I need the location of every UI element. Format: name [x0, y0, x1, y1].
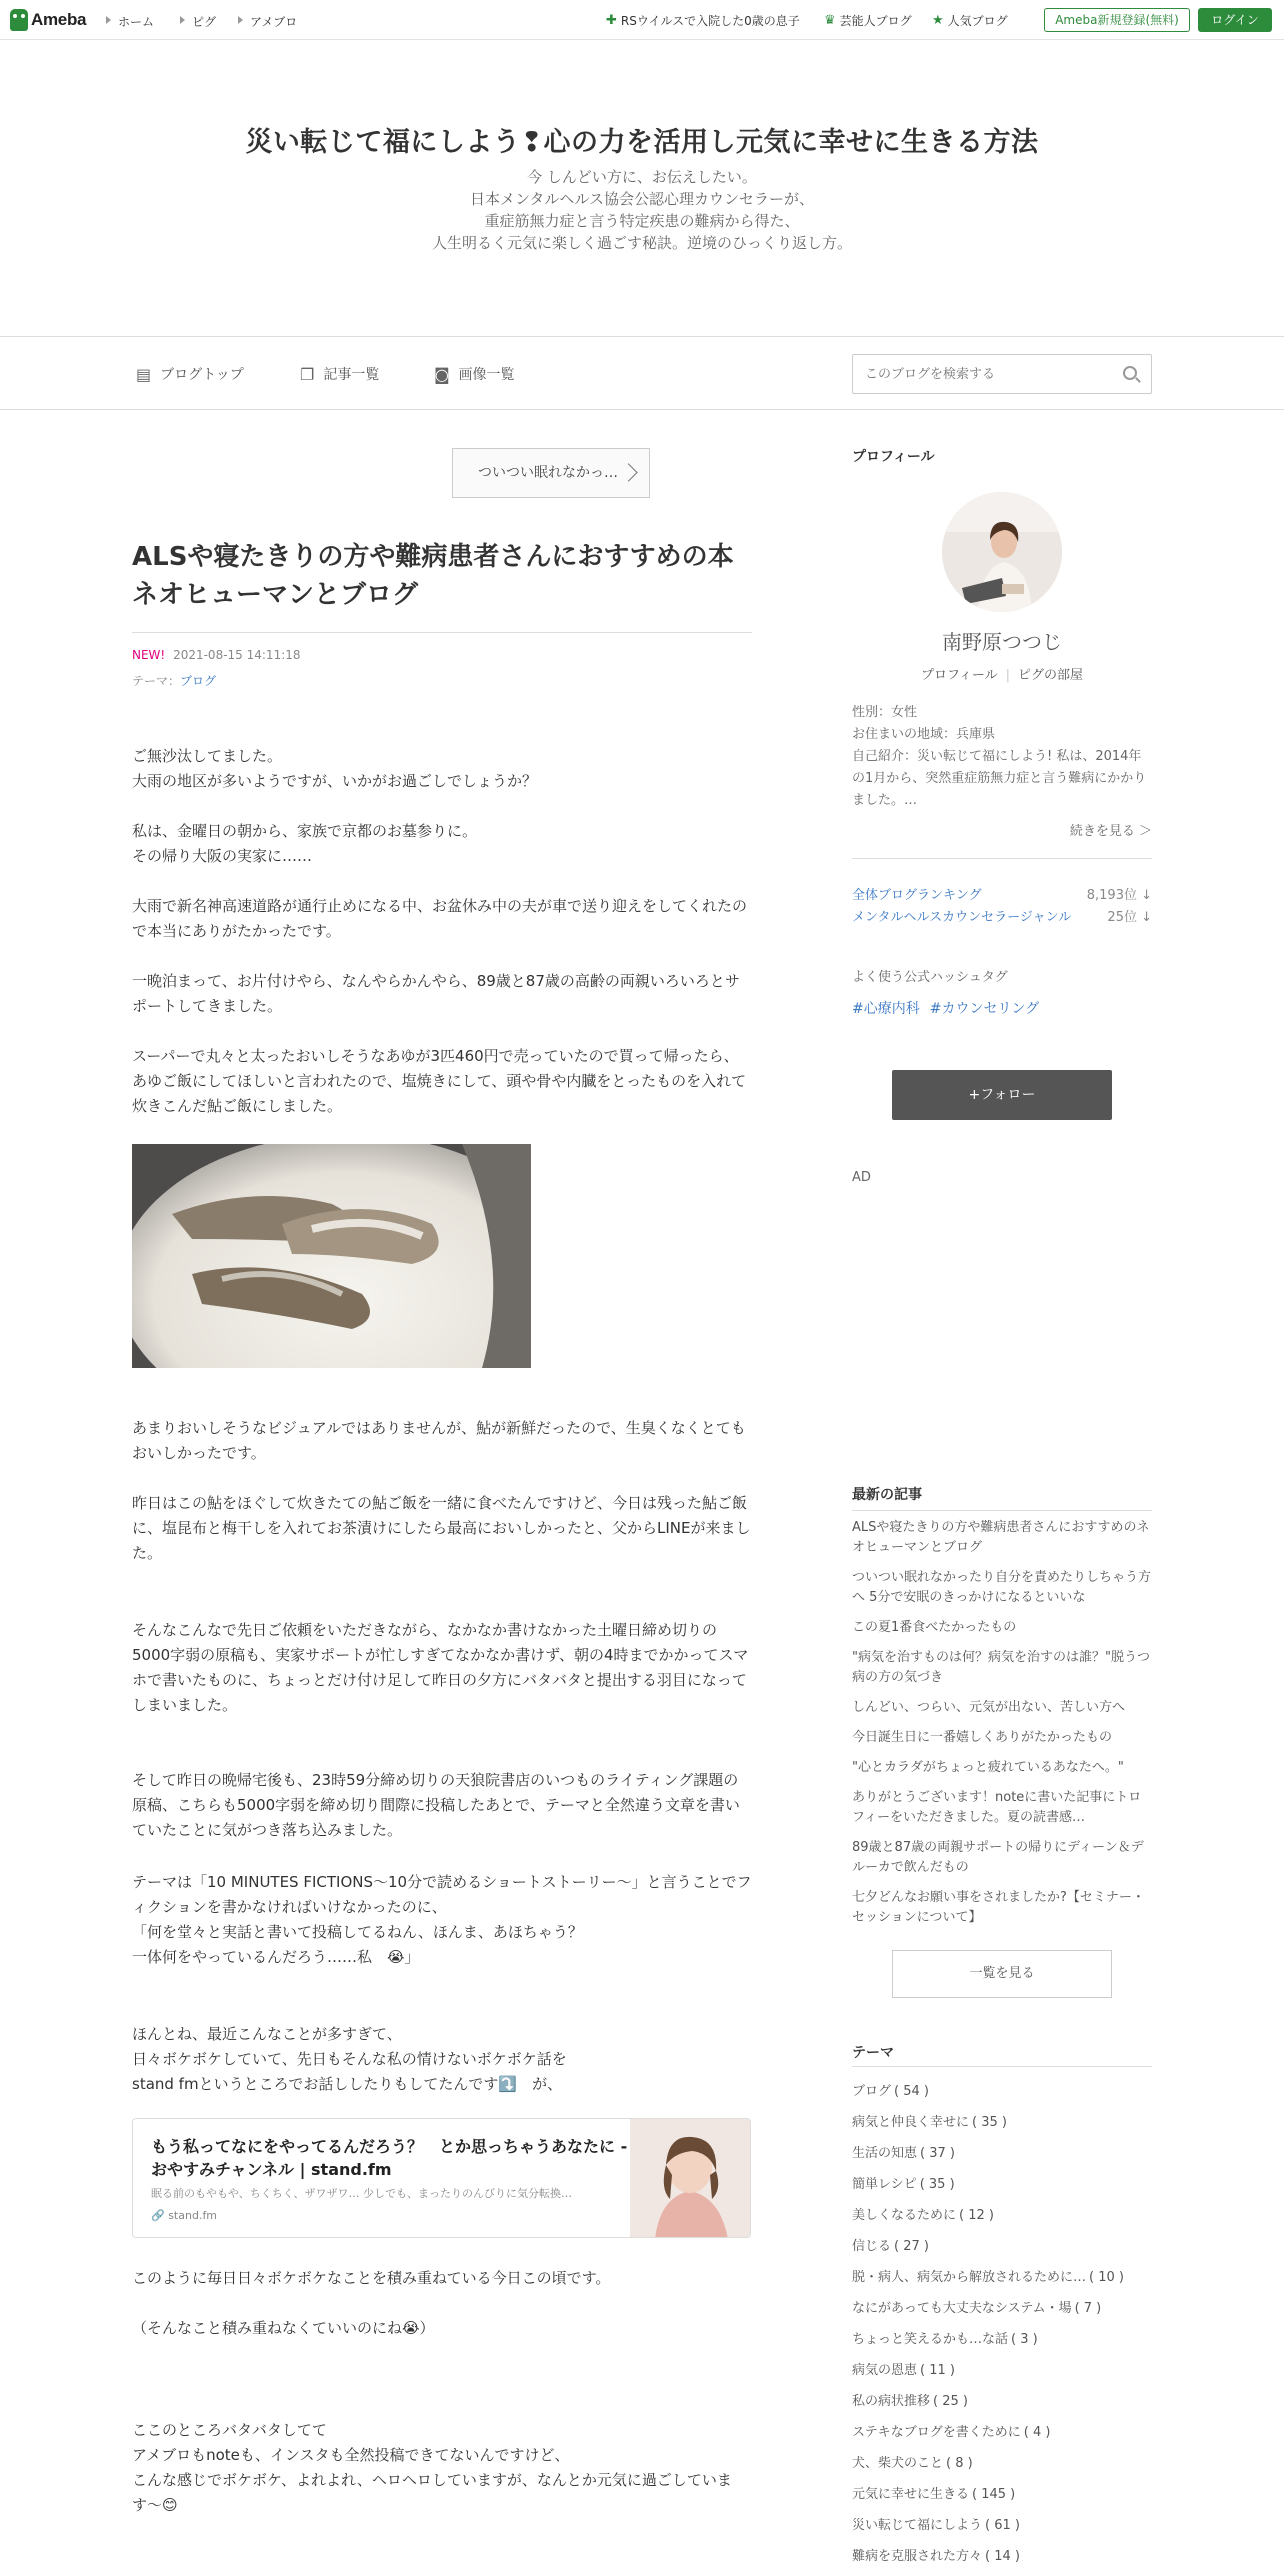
- theme-item-count: ( 25 ): [933, 2394, 968, 2409]
- profile-link[interactable]: プロフィール: [920, 668, 998, 683]
- virus-icon: ✚: [606, 13, 617, 28]
- profile-name[interactable]: 南野原つつじ: [942, 630, 1062, 654]
- hashtag-link[interactable]: #カウンセリング: [929, 1001, 1040, 1017]
- theme-item[interactable]: [852, 2510, 1152, 2541]
- ameba-logo[interactable]: [10, 8, 86, 32]
- link-card[interactable]: [132, 2118, 751, 2238]
- profile-links: [852, 664, 1152, 683]
- theme-item-name: 簡単レシピ: [852, 2177, 917, 2192]
- recent-item[interactable]: 七夕どんなお願い事をされましたか?【セミナー・セッションについて】: [852, 1890, 1145, 1925]
- theme-item-count: ( 7 ): [1074, 2301, 1102, 2316]
- link-card-host: 🔗 stand.fm: [151, 2209, 218, 2222]
- recent-item[interactable]: ついつい眠れなかったり自分を責めたりしちゃう方へ 5分で安眠のきっかけになるといいな: [852, 1570, 1152, 1605]
- theme-item-name: 美しくなるために: [852, 2208, 957, 2223]
- theme-item-count: ( 3 ): [1011, 2332, 1038, 2347]
- tab-blog-top[interactable]: ▤ ブログトップ: [136, 364, 244, 384]
- theme-item-count: ( 12 ): [959, 2208, 994, 2223]
- pigg-room-link[interactable]: ピグの部屋: [1018, 668, 1084, 683]
- divider: [852, 2066, 1152, 2067]
- follow-button[interactable]: +フォロー: [892, 1070, 1112, 1120]
- theme-item[interactable]: [852, 2417, 1152, 2448]
- paragraph: ほんとね、最近こんなことが多すぎて、 日々ボケボケしていて、先日もそんな私の情けないボケボケ話を stand fmというところでお話ししたりもしてたんです⤵️ が、: [132, 2025, 567, 2093]
- blog-description: 今 しんどい方に、お伝えしたい。 日本メンタルヘルス協会公認心理カウンセラーが、 重症筋無力症と言う特定疾患の難病から得た、 人生明るく元気に楽しく過ごす秘訣。逆境のひっくり返し方。: [431, 168, 852, 252]
- link-card-thumbnail: [630, 2119, 750, 2238]
- theme-item-name: ちょっと笑えるかも…な話: [852, 2332, 1009, 2347]
- theme-item[interactable]: [852, 2076, 1152, 2107]
- paragraph: 昨日はこの鮎をほぐして炊きたての鮎ご飯を一緒に食べたんですけど、今日は残った鮎ご飯に、塩昆布と梅干しを入れてお茶漬けにしたら最高においしかったと、父からLINEが来ました。: [132, 1494, 751, 1562]
- recent-item[interactable]: "心とカラダがちょっと疲れているあなたへ。": [852, 1760, 1124, 1775]
- theme-item-name: 生活の知恵: [852, 2146, 918, 2161]
- divider: [852, 1510, 1152, 1511]
- trend-link[interactable]: ✚ RSウイルスで入院した0歳の息子: [606, 13, 800, 28]
- theme-item-name: 病気と仲良く幸せに: [852, 2115, 970, 2130]
- paragraph: あまりおいしそうなビジュアルではありませんが、鮎が新鮮だったので、生臭くなくとてもおいしかったです。: [132, 1419, 746, 1462]
- theme-item-count: ( 11 ): [920, 2363, 955, 2378]
- crown-icon: ♛: [824, 13, 836, 28]
- celebrity-blog-link[interactable]: ♛ 芸能人ブログ: [824, 13, 912, 28]
- theme-item-count: ( 4 ): [1023, 2425, 1051, 2440]
- theme-link[interactable]: ブログ: [180, 674, 217, 688]
- theme-item-count: ( 10 ): [1089, 2270, 1124, 2285]
- theme-item-count: ( 35 ): [919, 2177, 955, 2192]
- ameba-logo-icon: [10, 9, 28, 31]
- theme-item-name: 脱・病人、病気から解放されるために…: [852, 2270, 1087, 2285]
- recent-heading: 最新の記事: [852, 1487, 922, 1503]
- profile-more-link[interactable]: 続きを見る ＞: [1069, 824, 1152, 839]
- divider: |: [1005, 668, 1011, 683]
- theme-item-name: ブログ: [852, 2084, 892, 2099]
- article-date: 2021-08-15 14:11:18: [173, 648, 301, 662]
- recent-item[interactable]: 今日誕生日に一番嬉しくありがたかったもの: [852, 1730, 1113, 1745]
- theme-item-count: ( 27 ): [894, 2239, 929, 2254]
- theme-item-count: ( 54 ): [894, 2084, 929, 2099]
- ad-label: AD: [852, 1170, 871, 1185]
- paragraph: （そんなこと積み重ねなくていいのにね😭）: [132, 2319, 435, 2337]
- star-icon: ★: [932, 13, 944, 28]
- paragraph: ご無沙汰してました。 大雨の地区が多いようですが、いかがお過ごしでしょうか？: [132, 747, 538, 790]
- theme-item[interactable]: [852, 2386, 1152, 2417]
- theme-item-count: ( 37 ): [920, 2146, 955, 2161]
- blog-nav: [0, 336, 1284, 410]
- article-meta: [132, 648, 301, 662]
- ameba-logo-text: Ameba: [31, 10, 87, 29]
- hashtag-link[interactable]: #心療内科: [852, 1001, 920, 1017]
- theme-item[interactable]: [852, 2107, 1152, 2138]
- paragraph: テーマは「10 MINUTES FICTIONS～10分で読めるショートストーリー～」と言うことでフィクションを書かなければいけなかったのに、 「何を堂々と実話と書いて投稿してるねん、ほんま、あほちゃう？ 一体何をやっているんだろう……私 😭」: [132, 1873, 752, 1966]
- blog-search: [852, 354, 1152, 394]
- recent-more-button[interactable]: 一覧を見る: [892, 1950, 1112, 1998]
- camera-icon: ◙: [434, 364, 450, 384]
- theme-item[interactable]: [852, 2448, 1152, 2479]
- recent-item[interactable]: しんどい、つらい、元気が出ない、苦しい方へ: [852, 1700, 1126, 1715]
- profile-heading: プロフィール: [852, 449, 935, 465]
- recent-item[interactable]: ありがとうございます！noteに書いた記事にトロフィーをいただきました。夏の読書感…: [852, 1790, 1142, 1825]
- theme-item[interactable]: [852, 2324, 1152, 2355]
- paragraph: スーパーで丸々と太ったおいしそうなあゆが3匹460円で売っていたので買って帰ったら、あゆご飯にしてほしいと言われたので、塩焼きにして、頭や骨や内臓をとったものを入れて炊きこんだ鮎ご飯にしました。: [132, 1047, 747, 1115]
- theme-item-name: ステキなブログを書くために: [852, 2425, 1021, 2440]
- theme-item[interactable]: [852, 2293, 1152, 2324]
- popular-blog-link[interactable]: ★ 人気ブログ: [932, 13, 1008, 28]
- theme-item[interactable]: [852, 2355, 1152, 2386]
- link-card-title: もう私ってなにをやってるんだろう？ とか思っちゃうあなたに - おやすみチャンネル | stand.fm: [151, 2137, 628, 2179]
- link-card-description: 眠る前のもやもや、ちくちく、ザワザワ… 少しでも、まったりのんびりに気分転換…: [151, 2187, 573, 2200]
- theme-list: [852, 2076, 1152, 2572]
- recent-list: [852, 1518, 1152, 1938]
- theme-item-count: ( 35 ): [972, 2115, 1007, 2130]
- theme-item-name: 難病を克服された方々: [852, 2549, 983, 2564]
- theme-item-name: 犬、柴犬のこと: [852, 2456, 944, 2471]
- theme-item-name: 病気の恩恵: [852, 2363, 918, 2378]
- nav-home[interactable]: ホーム: [106, 13, 154, 30]
- paragraph: そして昨日の晩帰宅後も、23時59分締め切りの天狼院書店のいつものライティング課題の原稿、こちらも5000字弱を締め切り間際に投稿したあとで、テーマと全然違う文章を書いていたことに気がつき落ち込みました。: [132, 1771, 740, 1839]
- theme-item[interactable]: [852, 2479, 1152, 2510]
- ranking-overall[interactable]: 全体ブログランキング 8,193位 ↓: [852, 888, 1152, 903]
- ranking-genre[interactable]: メンタルヘルスカウンセラージャンル 25位 ↓: [852, 910, 1152, 925]
- avatar[interactable]: [942, 492, 1062, 612]
- theme-item-name: なにがあっても大丈夫なシステム・場: [852, 2301, 1072, 2316]
- theme-item-count: ( 145 ): [972, 2487, 1016, 2502]
- search-input[interactable]: [853, 355, 1103, 393]
- theme-item[interactable]: [852, 2231, 1152, 2262]
- blog-header: [0, 40, 1284, 336]
- paragraph: このように毎日日々ボケボケなことを積み重ねている今日この頃です。: [132, 2269, 611, 2287]
- prev-entry-button[interactable]: ついつい眠れなかっ…: [452, 448, 650, 498]
- global-header: [0, 0, 1284, 40]
- tab-image-list[interactable]: ◙ 画像一覧: [434, 364, 515, 384]
- theme-item-count: ( 14 ): [985, 2549, 1020, 2564]
- copy-icon: ❐: [300, 364, 315, 384]
- hashtag-heading: よく使う公式ハッシュタグ: [852, 970, 1008, 985]
- theme-item-name: 私の病状推移: [852, 2394, 931, 2409]
- divider: [852, 858, 1152, 859]
- theme-item[interactable]: [852, 2262, 1152, 2293]
- profile-info: 性別：女性 お住まいの地域：兵庫県 自己紹介：災い転じて福にしよう! 私は、2014年の1月から、突然重症筋無力症と言う難病にかかりました。…: [852, 705, 1147, 808]
- document-icon: ▤: [136, 364, 152, 384]
- tab-entry-list[interactable]: ❐ 記事一覧: [300, 364, 380, 384]
- paragraph: 大雨で新名神高速道路が通行止めになる中、お盆休み中の夫が車で送り迎えをしてくれたので本当にありがたかったです。: [132, 897, 748, 940]
- nav-ameblo[interactable]: アメブロ: [238, 13, 297, 30]
- login-button[interactable]: ログイン: [1198, 8, 1272, 32]
- theme-item-count: ( 61 ): [985, 2518, 1020, 2533]
- theme-item-name: 元気に幸せに生きる: [852, 2487, 970, 2502]
- theme-item[interactable]: [852, 2541, 1152, 2572]
- paragraph: 私は、金曜日の朝から、家族で京都のお墓参りに。 その帰り大阪の実家に……: [132, 822, 478, 865]
- theme-item-count: ( 8 ): [946, 2456, 973, 2471]
- article-photo[interactable]: [132, 1144, 531, 1368]
- theme-item[interactable]: [852, 2138, 1152, 2169]
- paragraph: ここのところバタバタしてて アメブロもnoteも、インスタも全然投稿できてないんですけど、 こんな感じでボケボケ、よれよれ、ヘロヘロしていますが、なんとか元気に過ごしています〜😊: [132, 2421, 732, 2514]
- theme-item[interactable]: [852, 2200, 1152, 2231]
- theme-item-name: 災い転じて福にしよう: [852, 2518, 983, 2533]
- paragraph: そんなこんなで先日ご依頼をいただきながら、なかなか書けなかった土曜日締め切りの5000字弱の原稿も、実家サポートが忙しすぎてなかなか書けず、朝の4時までかかってスマホで書いたものに、ちょっとだけ付け足して昨日の夕方にバタバタと提出する羽目になってしまいました。: [132, 1621, 749, 1714]
- register-button[interactable]: Ameba新規登録(無料): [1044, 8, 1190, 32]
- article-theme: テーマ：ブログ: [132, 674, 217, 688]
- new-badge: NEW!: [132, 648, 166, 662]
- recent-item[interactable]: この夏1番食べたかったもの: [852, 1620, 1017, 1635]
- theme-item-name: 信じる: [852, 2239, 892, 2254]
- search-icon[interactable]: [1123, 366, 1137, 380]
- link-icon: 🔗: [151, 2209, 165, 2222]
- recent-item[interactable]: 89歳と87歳の両親サポートの帰りにディーン＆デルーカで飲んだもの: [852, 1840, 1144, 1875]
- paragraph: 一晩泊まって、お片付けやら、なんやらかんやら、89歳と87歳の高齢の両親いろいろとサポートしてきました。: [132, 972, 740, 1015]
- recent-item[interactable]: "病気を治すものは何？病気を治すのは誰？"脱うつ病の方の気づき: [852, 1650, 1150, 1685]
- recent-item[interactable]: ALSや寝たきりの方や難病患者さんにおすすめのネオヒューマンとブログ: [852, 1520, 1150, 1555]
- blog-title[interactable]: 災い転じて福にしよう❢心の力を活用し元気に幸せに生きる方法: [245, 127, 1039, 158]
- nav-pigg[interactable]: ピグ: [180, 13, 216, 30]
- theme-heading: テーマ: [852, 2045, 894, 2061]
- hashtag-list: [852, 998, 1049, 1018]
- article-title[interactable]: ALSや寝たきりの方や難病患者さんにおすすめの本 ネオヒューマンとブログ: [132, 538, 752, 633]
- theme-item[interactable]: [852, 2169, 1152, 2200]
